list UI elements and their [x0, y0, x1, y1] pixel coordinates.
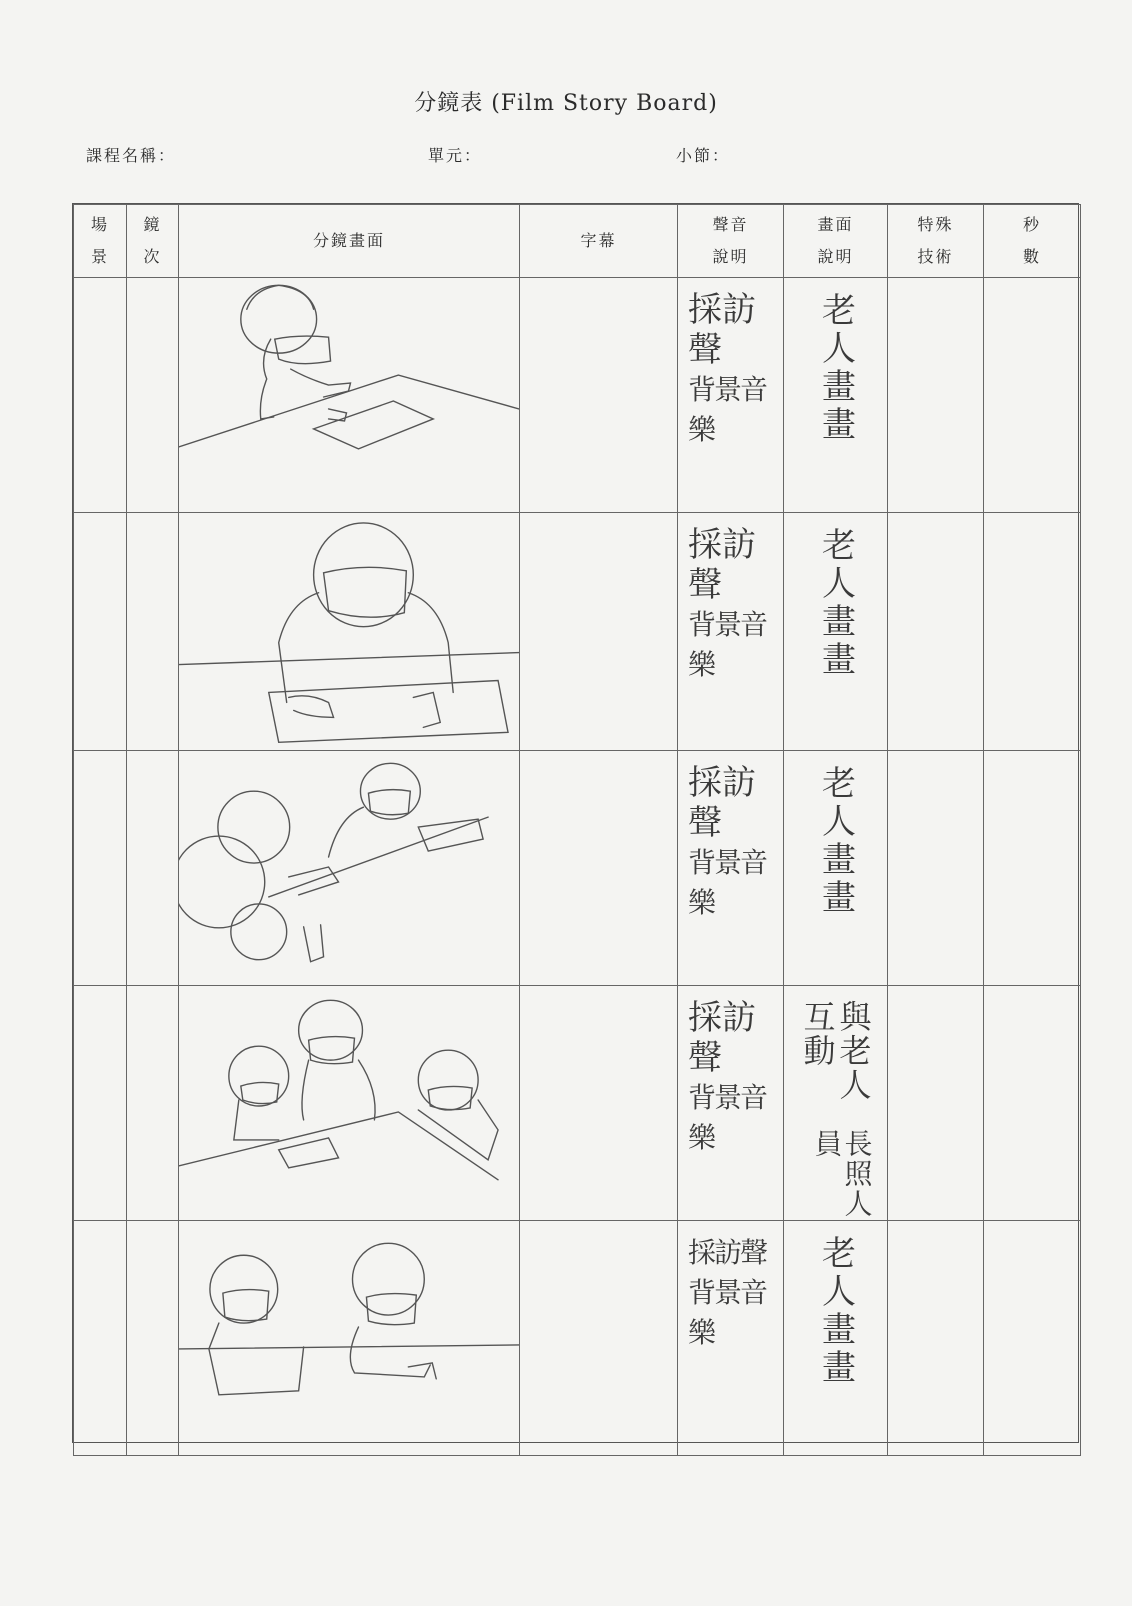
sound-text: 聲 — [688, 330, 722, 370]
table-row — [74, 278, 1081, 513]
effects-cell — [888, 986, 984, 1221]
subtitle-cell — [520, 986, 678, 1221]
col-header-seconds: 秒 數 — [984, 205, 1081, 278]
sound-text: 背景音樂 — [688, 846, 767, 920]
shot-cell — [127, 751, 179, 986]
scene-cell — [74, 1221, 127, 1456]
shot-cell — [127, 513, 179, 751]
seconds-cell — [984, 278, 1081, 513]
col-header-sound: 聲音 說明 — [678, 205, 784, 278]
table-row — [74, 751, 1081, 986]
sound-cell-2 — [678, 513, 784, 751]
sound-text: 背景音樂 — [688, 373, 767, 446]
sound-text: 採訪 — [688, 525, 756, 565]
sound-text: 採訪聲 — [688, 1236, 767, 1270]
sound-cell-3 — [678, 751, 784, 986]
sound-cell-1 — [678, 278, 784, 513]
col-header-shot: 鏡 次 — [127, 205, 179, 278]
scene-cell — [74, 751, 127, 986]
seconds-cell — [984, 986, 1081, 1221]
effects-cell — [888, 751, 984, 986]
sketch-frame-3 — [179, 751, 520, 986]
shot-cell — [127, 986, 179, 1221]
sound-text: 背景音樂 — [688, 1081, 767, 1155]
sketch-frame-2 — [179, 513, 520, 751]
col-header-effects: 特殊 技術 — [888, 205, 984, 278]
visual-desc-cell-4 — [784, 986, 888, 1221]
sketch-frame-4 — [179, 986, 520, 1221]
shot-cell — [127, 278, 179, 513]
sound-text: 採訪 — [688, 998, 756, 1039]
visual-desc-text: 老人畫畫 — [815, 292, 856, 444]
visual-desc-text: 老人畫畫 — [815, 765, 856, 918]
subtitle-cell — [520, 1221, 678, 1456]
table-row — [74, 986, 1081, 1221]
sketch-drawing-1 — [179, 278, 519, 512]
visual-desc-cell-3 — [784, 751, 888, 986]
sketch-drawing-2 — [179, 513, 519, 750]
sketch-drawing-5 — [179, 1221, 519, 1455]
visual-desc-cell-5 — [784, 1221, 888, 1456]
visual-desc-cell-2 — [784, 513, 888, 751]
sketch-frame-5 — [179, 1221, 520, 1456]
sound-text: 聲 — [688, 803, 722, 844]
scene-cell — [74, 986, 127, 1221]
seconds-cell — [984, 513, 1081, 751]
seconds-cell — [984, 751, 1081, 986]
table-row — [74, 513, 1081, 751]
col-header-scene: 場 景 — [74, 205, 127, 278]
subtitle-cell — [520, 278, 678, 513]
visual-desc-cell-1 — [784, 278, 888, 513]
visual-desc-text: 長照人員 — [810, 1129, 874, 1220]
shot-cell — [127, 1221, 179, 1456]
table-row — [74, 1221, 1081, 1456]
sound-text: 背景音樂 — [688, 1276, 767, 1350]
visual-desc-text: 老人畫畫 — [815, 1235, 856, 1388]
effects-cell — [888, 278, 984, 513]
sound-cell-5 — [678, 1221, 784, 1456]
col-header-frame: 分鏡畫面 — [179, 205, 520, 278]
page-title: 分鏡表 (Film Story Board) — [414, 91, 718, 116]
unit-label: 單元： — [428, 146, 483, 165]
effects-cell — [888, 1221, 984, 1456]
scene-cell — [74, 513, 127, 751]
subtitle-cell — [520, 513, 678, 751]
scene-cell — [74, 278, 127, 513]
subtitle-cell — [520, 751, 678, 986]
course-name-label: 課程名稱： — [86, 146, 177, 165]
col-header-subtitle: 字幕 — [520, 205, 678, 278]
sound-text: 聲 — [688, 565, 722, 605]
visual-desc-text: 與老人互動 — [798, 1000, 873, 1103]
sound-text: 背景音樂 — [688, 608, 767, 681]
sketch-frame-1 — [179, 278, 520, 513]
storyboard-table — [72, 203, 1079, 1443]
visual-desc-text: 老人畫畫 — [815, 527, 856, 679]
effects-cell — [888, 513, 984, 751]
sound-cell-4 — [678, 986, 784, 1221]
sound-text: 採訪 — [688, 763, 756, 804]
header-row — [74, 205, 1081, 278]
col-header-visual: 畫面 說明 — [784, 205, 888, 278]
sketch-drawing-4 — [179, 986, 519, 1220]
seconds-cell — [984, 1221, 1081, 1456]
sound-text: 聲 — [688, 1038, 722, 1079]
sound-text: 採訪 — [688, 290, 756, 330]
sketch-drawing-3 — [179, 751, 519, 985]
section-label: 小節： — [676, 146, 731, 165]
